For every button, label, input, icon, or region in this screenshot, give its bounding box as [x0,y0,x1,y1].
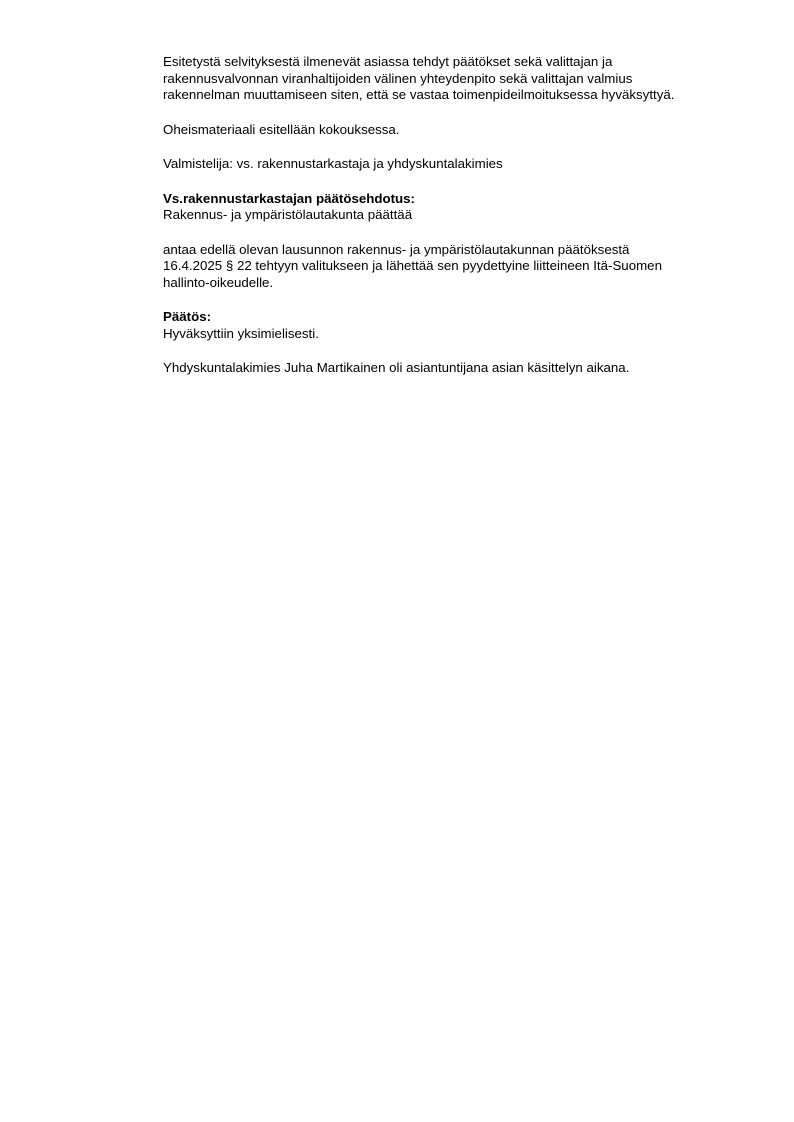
text-line: antaa edellä olevan lausunnon rakennus- ja ympäristölautakunnan päätöksestä [163,241,630,257]
decision-section [163,309,743,342]
proposal-heading: Vs.rakennustarkastajan päätösehdotus: [163,190,415,206]
text-line: rakennusvalvonnan viranhaltijoiden välinen yhteydenpito sekä valittajan valmius [163,70,633,86]
text-line: Esitetystä selvityksestä ilmenevät asiassa tehdyt päätökset sekä valittajan ja [163,54,613,69]
expert-note [163,360,743,377]
text-line: rakennelman muuttamiseen siten, että se vastaa toimenpideilmoituksessa hyväksyttyä. [163,87,675,102]
proposal-body [163,242,743,292]
preparer-line [163,156,743,173]
findings-paragraph [163,54,743,104]
document-page [163,54,743,395]
decision-text: Hyväksyttiin yksimielisesti. [163,325,319,341]
decision-heading: Päätös: [163,309,212,324]
text-line: hallinto-oikeudelle. [163,274,274,290]
text-line: 16.4.2025 § 22 tehtyyn valitukseen ja lähettää sen pyydettyine liitteineen Itä-Suomen [163,258,662,273]
text-line: Valmistelija: vs. rakennustarkastaja ja yhdyskuntalakimies [163,156,503,171]
text-line: Yhdyskuntalakimies Juha Martikainen oli asiantuntijana asian käsittelyn aikana. [163,360,630,375]
proposal-text: Rakennus- ja ympäristölautakunta päättää [163,207,413,222]
proposal-section [163,191,743,224]
attachment-note [163,122,743,139]
text-line: Oheismateriaali esitellään kokouksessa. [163,121,400,137]
